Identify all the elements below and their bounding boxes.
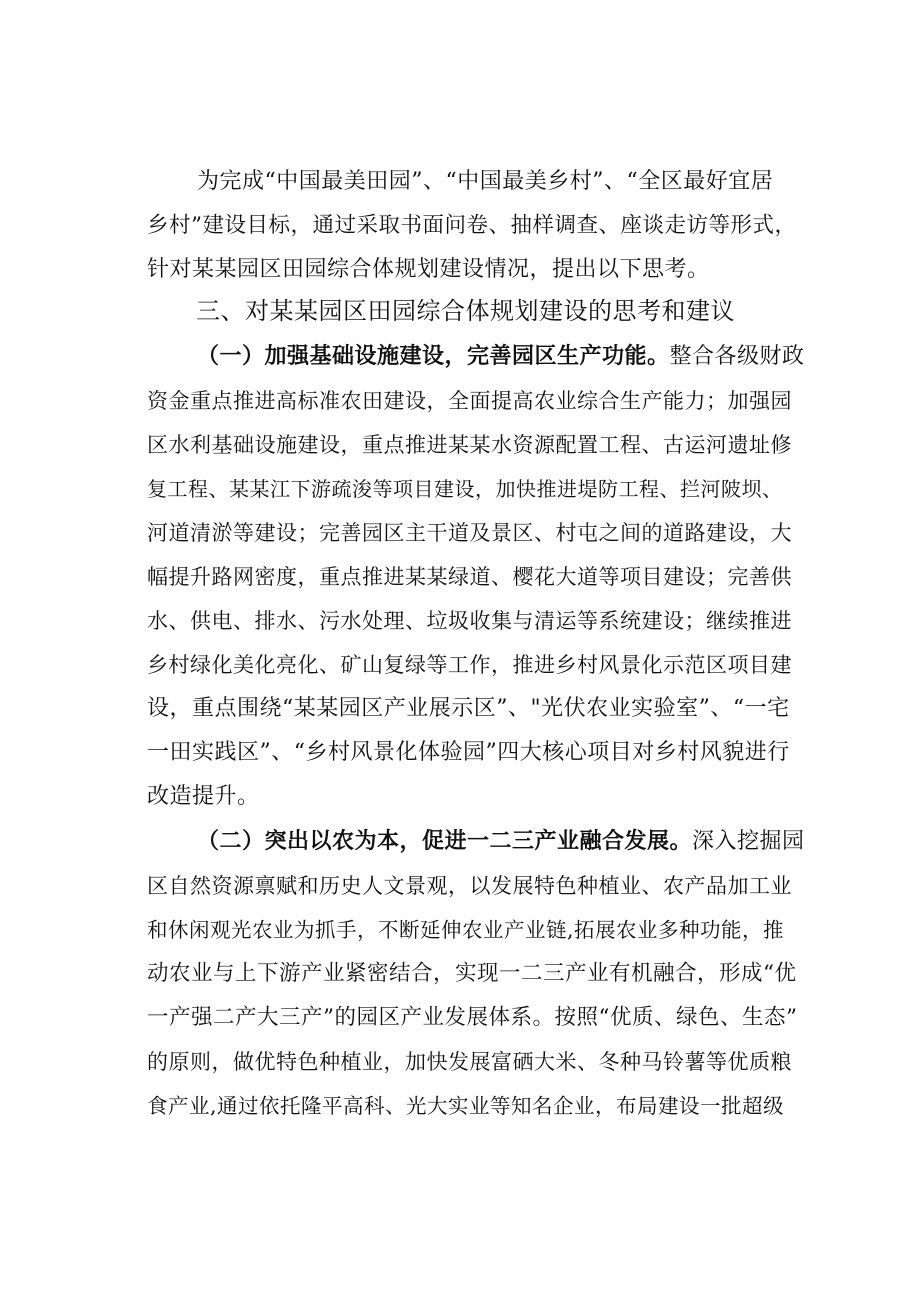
p1-first-line	[197, 340, 847, 374]
section-heading: 三、对某某园区田园综合体规划建设的思考和建议	[196, 297, 735, 325]
p2-lead-bold: （二）突出以农为本，促进一二三产业融合发展。	[197, 829, 693, 854]
p1-line: 河道清淤等建设；完善园区主干道及景区、村屯之间的道路建设，大	[147, 521, 792, 545]
p1-line: 水、供电、排水、污水处理、垃圾收集与清运等系统建设；继续推进	[147, 609, 792, 633]
p1-line: 幅提升路网密度，重点推进某某绿道、樱花大道等项目建设；完善供	[147, 565, 792, 589]
p1-line: 一田实践区”、“乡村风景化体验园”四大核心项目对乡村风貌进行	[147, 740, 790, 765]
p1-lead-rest: 整合各级财政	[669, 344, 805, 369]
p2-line: 食产业,通过依托隆平高科、光大实业等知名企业，布局建设一批超级	[147, 1094, 785, 1118]
p1-line: 复工程、某某江下游疏浚等项目建设，加快推进堤防工程、拦河陂坝、	[147, 477, 783, 501]
p1-line: 改造提升。	[147, 784, 260, 809]
p2-line: 和休闲观光农业为抓手，不断延伸农业产业链,拓展农业多种功能，推	[147, 918, 785, 942]
intro-line-2: 乡村”建设目标，通过采取书面问卷、抽样调查、座谈走访等形式，	[147, 213, 797, 238]
p2-line: 一产强二产大三产”的园区产业发展体系。按照“优质、绿色、生态”	[147, 1005, 798, 1030]
p2-line: 的原则，做优特色种植业，加快发展富硒大米、冬种马铃薯等优质粮	[147, 1050, 792, 1074]
p1-line: 资金重点推进高标准农田建设，全面提高农业综合生产能力；加强园	[147, 389, 792, 413]
p1-lead-bold: （一）加强基础设施建设，完善园区生产功能。	[197, 344, 670, 369]
p1-line: 乡村绿化美化亮化、矿山复绿等工作，推进乡村风景化示范区项目建	[147, 653, 792, 677]
p2-lead-rest: 深入挖掘园	[692, 829, 805, 854]
p2-line: 动农业与上下游产业紧密结合，实现一二三产业有机融合，形成“优	[147, 961, 797, 986]
intro-line-3: 针对某某园区田园综合体规划建设情况，提出以下思考。	[147, 257, 710, 282]
intro-line-1: 为完成“中国最美田园”、“中国最美乡村”、“全区最好宜居	[197, 169, 774, 194]
p1-line: 设，重点围绕“某某园区产业展示区”、"光伏农业实验室”、“一宅	[147, 696, 790, 721]
p2-line: 区自然资源禀赋和历史人文景观，以发展特色种植业、农产品加工业	[147, 874, 792, 898]
p1-line: 区水利基础设施建设，重点推进某某水资源配置工程、古运河遗址修	[147, 433, 792, 457]
p2-first-line	[197, 825, 847, 859]
